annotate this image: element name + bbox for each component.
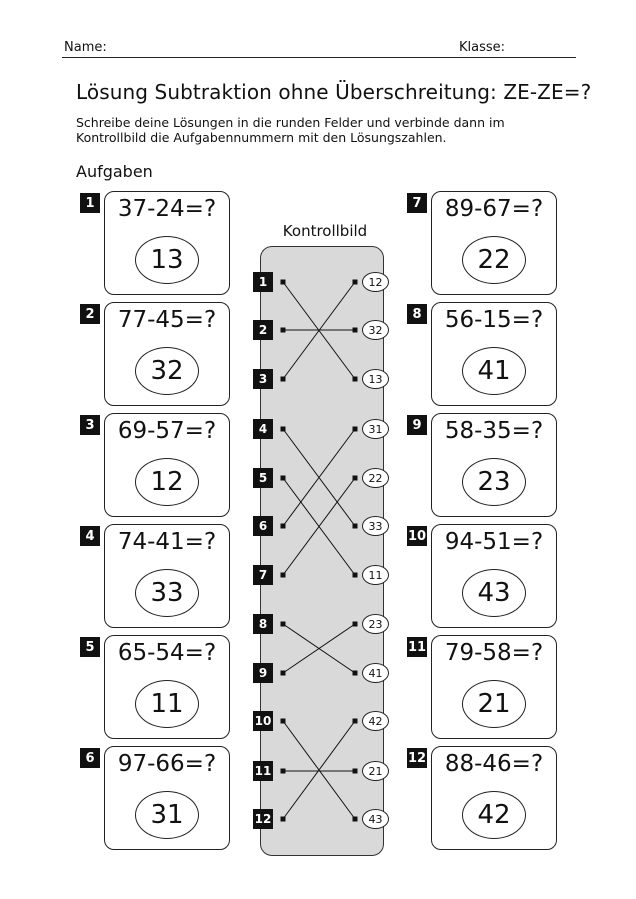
task-box [431, 302, 557, 406]
task-expression: 74-41=? [117, 529, 217, 555]
task-number: 8 [407, 304, 427, 324]
task-box [431, 191, 557, 295]
kontroll-solution: 22 [362, 468, 389, 488]
kontrollbild-title: Kontrollbild [282, 222, 368, 240]
task-number: 1 [80, 193, 100, 213]
answer-field[interactable]: 13 [135, 236, 199, 284]
kontroll-number: 6 [253, 516, 273, 536]
class-label: Klasse: [459, 40, 506, 55]
task-box [431, 413, 557, 517]
kontroll-number: 11 [253, 761, 273, 781]
task-box [104, 413, 230, 517]
kontroll-number: 4 [253, 419, 273, 439]
kontroll-number: 7 [253, 565, 273, 585]
kontroll-solution: 11 [362, 565, 389, 585]
answer-field[interactable]: 43 [462, 569, 526, 617]
task-number: 5 [80, 637, 100, 657]
task-expression: 89-67=? [444, 196, 544, 222]
task-expression: 88-46=? [444, 751, 544, 777]
kontroll-solution: 13 [362, 369, 389, 389]
kontroll-solution: 33 [362, 516, 389, 536]
task-expression: 69-57=? [117, 418, 217, 444]
task-number: 4 [80, 526, 100, 546]
answer-field[interactable]: 22 [462, 236, 526, 284]
kontroll-solution: 21 [362, 761, 389, 781]
answer-field[interactable]: 31 [135, 791, 199, 839]
task-number: 9 [407, 415, 427, 435]
task-expression: 56-15=? [444, 307, 544, 333]
task-box [104, 524, 230, 628]
task-number: 12 [407, 748, 427, 768]
answer-field[interactable]: 11 [135, 680, 199, 728]
task-box [104, 191, 230, 295]
answer-field[interactable]: 42 [462, 791, 526, 839]
kontroll-number: 10 [253, 711, 273, 731]
task-box [431, 635, 557, 739]
answer-field[interactable]: 41 [462, 347, 526, 395]
kontroll-number: 5 [253, 468, 273, 488]
kontroll-solution: 31 [362, 419, 389, 439]
kontroll-solution: 32 [362, 320, 389, 340]
kontroll-number: 2 [253, 320, 273, 340]
kontroll-number: 8 [253, 614, 273, 634]
task-number: 2 [80, 304, 100, 324]
task-box [104, 635, 230, 739]
kontroll-solution: 12 [362, 272, 389, 292]
section-label: Aufgaben [76, 162, 153, 181]
task-box [431, 524, 557, 628]
answer-field[interactable]: 12 [135, 458, 199, 506]
task-number: 3 [80, 415, 100, 435]
task-expression: 77-45=? [117, 307, 217, 333]
task-expression: 37-24=? [117, 196, 217, 222]
task-expression: 58-35=? [444, 418, 544, 444]
instructions: Schreibe deine Lösungen in die runden Felder und verbinde dann im Kontrollbild die Aufgabennummern mit den Lösungszahlen. [76, 115, 505, 145]
kontroll-number: 3 [253, 369, 273, 389]
task-number: 6 [80, 748, 100, 768]
kontroll-solution: 42 [362, 711, 389, 731]
task-expression: 94-51=? [444, 529, 544, 555]
kontroll-number: 12 [253, 809, 273, 829]
answer-field[interactable]: 21 [462, 680, 526, 728]
kontroll-number: 9 [253, 663, 273, 683]
task-expression: 65-54=? [117, 640, 217, 666]
task-number: 10 [407, 526, 427, 546]
header-rule [62, 57, 576, 58]
kontroll-number: 1 [253, 272, 273, 292]
task-box [104, 302, 230, 406]
task-box [431, 746, 557, 850]
task-number: 11 [407, 637, 427, 657]
worksheet-title: Lösung Subtraktion ohne Überschreitung: ZE-ZE=? [76, 80, 592, 104]
answer-field[interactable]: 23 [462, 458, 526, 506]
answer-field[interactable]: 32 [135, 347, 199, 395]
task-expression: 97-66=? [117, 751, 217, 777]
kontroll-solution: 23 [362, 614, 389, 634]
task-expression: 79-58=? [444, 640, 544, 666]
answer-field[interactable]: 33 [135, 569, 199, 617]
task-number: 7 [407, 193, 427, 213]
kontroll-solution: 43 [362, 809, 389, 829]
name-label: Name: [64, 40, 107, 55]
kontroll-solution: 41 [362, 663, 389, 683]
task-box [104, 746, 230, 850]
